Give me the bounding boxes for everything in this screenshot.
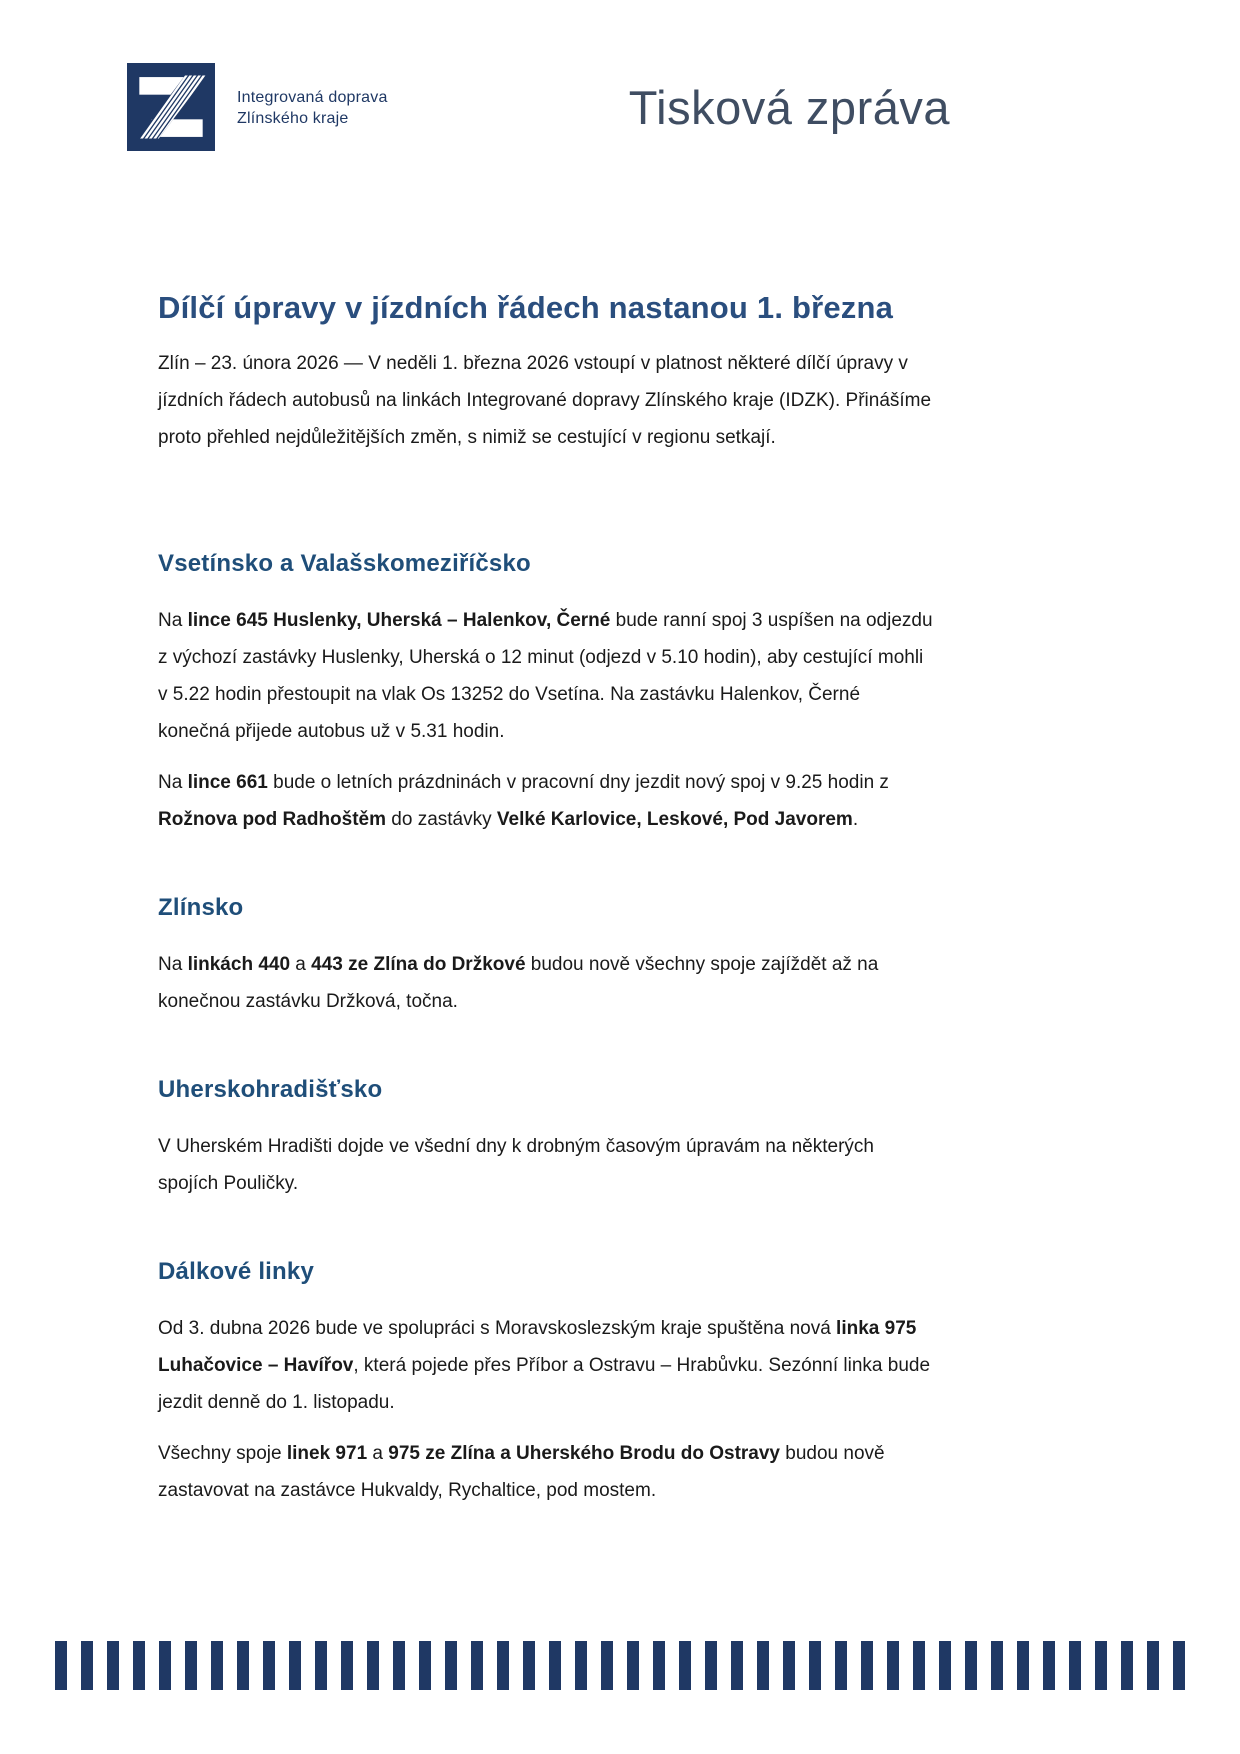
paragraph-dalkove-1: Od 3. dubna 2026 bude ve spolupráci s Moravskoslezským kraje spuštěna nová linka 975 Luhačovice – Havířov, která pojede přes Příbor a Ostravu – Hrabůvku. Sezónní linka bude jezdit denně do 1. listopadu. (158, 1318, 931, 1413)
footer-stripe-bar (55, 1641, 1185, 1690)
section-heading-zlinsko: Zlínsko (158, 894, 244, 921)
paragraph-vsetinsko-1: Na lince 645 Huslenky, Uherská – Halenkov, Černé bude ranní spoj 3 uspíšen na odjezdu z výchozí zastávky Huslenky, Uherská o 12 minut (odjezd v 5.10 hodin), aby cestující mohli v 5.22 hodin přestoupit na vlak Os 13252 do Vsetína. Na zastávku Halenkov, Černé konečná přijede autobus už v 5.31 hodin. (158, 610, 933, 742)
paragraph-zlinsko-1: Na linkách 440 a 443 ze Zlína do Držkové budou nově všechny spoje zajíždět až na konečnou zastávku Držková, točna. (158, 954, 879, 1012)
logo-caption-line1: Integrovaná doprava (237, 89, 388, 106)
section-heading-vsetinsko: Vsetínsko a Valašskomeziříčsko (158, 550, 531, 577)
paragraph-vsetinsko-2: Na lince 661 bude o letních prázdninách v pracovní dny jezdit nový spoj v 9.25 hodin z Rožnova pod Radhoštěm do zastávky Velké Karlovice, Leskové, Pod Javorem. (158, 772, 889, 830)
article-body (158, 0, 936, 1509)
logo-caption-line2: Zlínského kraje (237, 110, 349, 127)
paragraph-uherskohradistsko-1: V Uherském Hradišti dojde ve všední dny k drobným časovým úpravám na některých spojích Pouličky. (158, 1136, 874, 1194)
intro-paragraph: Zlín – 23. února 2026 — V neděli 1. března 2026 vstoupí v platnost některé dílčí úpravy v jízdních řádech autobusů na linkách Integrované dopravy Zlínského kraje (IDZK). Přinášíme proto přehled nejdůležitějších změn, s nimiž se cestující v regionu setkají. (158, 353, 932, 448)
paragraph-dalkove-2: Všechny spoje linek 971 a 975 ze Zlína a Uherského Brodu do Ostravy budou nově zastavovat na zastávce Hukvaldy, Rychaltice, pod mostem. (158, 1443, 885, 1501)
section-heading-uherskohradistsko: Uherskohradišťsko (158, 1076, 383, 1103)
section-heading-dalkove-linky: Dálkové linky (158, 1258, 315, 1285)
article-title: Dílčí úpravy v jízdních řádech nastanou 1. března (158, 290, 894, 325)
doc-type-title: Tisková zpráva (628, 81, 950, 134)
